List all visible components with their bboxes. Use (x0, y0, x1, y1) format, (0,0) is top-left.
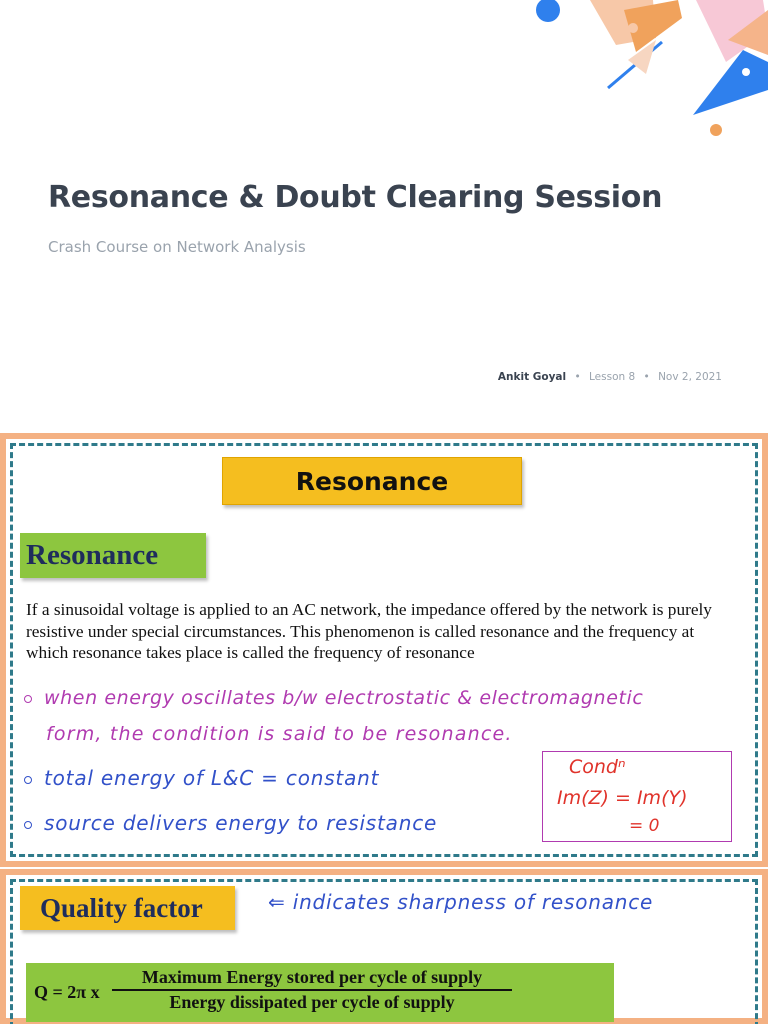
definition-paragraph: If a sinusoidal voltage is applied to an AC network, the impedance offered by the network is purely resistive under special circumstances. This phenomenon is called resonance and the frequency at which resonance takes place is called the frequency of resonance (26, 600, 712, 662)
note-text: total energy of L&C = constant (44, 766, 380, 790)
condition-equation: Im(Z) = Im(Y) (557, 787, 688, 809)
note-text: when energy oscillates b/w electrostatic & electromagnetic (44, 687, 644, 709)
bullet-icon (24, 776, 32, 784)
lesson-date: Nov 2, 2021 (658, 371, 722, 383)
dot-icon (536, 0, 560, 22)
handwritten-note (24, 687, 643, 709)
presentation-subtitle: Crash Course on Network Analysis (48, 238, 306, 256)
handwritten-note (24, 766, 379, 790)
decoration-icons (528, 0, 768, 150)
lesson-meta (498, 371, 722, 383)
meta-separator: • (643, 371, 650, 383)
bullet-icon (24, 695, 32, 703)
handwritten-note (24, 811, 437, 835)
condition-box (542, 751, 732, 842)
formula-box (26, 963, 614, 1022)
note-text: source delivers energy to resistance (44, 811, 438, 835)
lesson-number: Lesson 8 (589, 371, 636, 383)
condition-label: Condⁿ (569, 756, 626, 778)
pen-nib-icon (693, 0, 768, 136)
handwritten-note: ⇐ indicates sharpness of resonance (268, 890, 654, 914)
bullet-icon (24, 821, 32, 829)
slide-content (6, 875, 762, 1018)
quality-factor-slide (0, 869, 768, 1024)
section-heading: Quality factor (20, 886, 235, 930)
formula-lhs: Q = 2π x (34, 982, 100, 1002)
resonance-slide (0, 433, 768, 867)
formula-numerator: Maximum Energy stored per cycle of supply (112, 967, 512, 991)
slide-content (6, 439, 762, 861)
meta-separator: • (574, 371, 581, 383)
presentation-title: Resonance & Doubt Clearing Session (48, 180, 663, 215)
condition-result: = 0 (629, 816, 660, 836)
pencil-icon (590, 0, 682, 88)
title-slide (0, 0, 768, 433)
formula-denominator: Energy dissipated per cycle of supply (169, 992, 455, 1012)
slide-banner: Resonance (222, 457, 522, 505)
section-heading: Resonance (20, 533, 206, 578)
author-name: Ankit Goyal (497, 371, 567, 383)
handwritten-note: form, the condition is said to be resonance. (46, 723, 513, 745)
